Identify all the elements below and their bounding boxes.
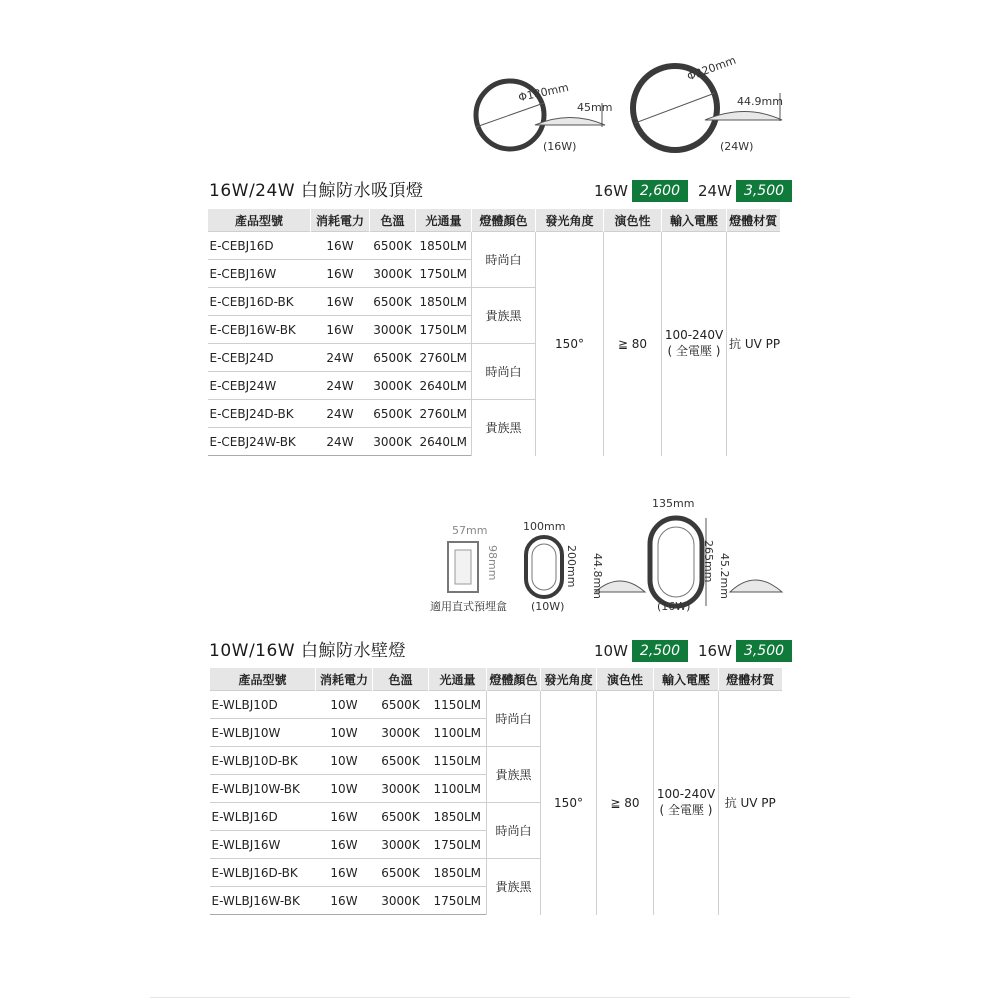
- voltage-range: 100-240V: [656, 787, 716, 802]
- ceiling-spec-table: [207, 209, 780, 456]
- model-cell: E-WLBJ10W-BK: [210, 775, 316, 803]
- wall-spec-table: [209, 668, 782, 915]
- price-label: 10W: [594, 642, 628, 660]
- dim-16w-depth: 45.2mm: [718, 553, 731, 599]
- price-tag: 2,500: [632, 640, 688, 662]
- material-cell: 抗 UV PP: [727, 232, 780, 456]
- column-header: 燈體顏色: [487, 668, 541, 691]
- model-cell: E-WLBJ16D: [210, 803, 316, 831]
- lumen-cell: 1750LM: [416, 316, 472, 344]
- caption-10w: (10W): [531, 600, 565, 613]
- column-header: 燈體材質: [719, 668, 782, 691]
- model-cell: E-WLBJ10D-BK: [210, 747, 316, 775]
- power-cell: 10W: [316, 747, 373, 775]
- voltage-note: ( 全電壓 ): [659, 803, 713, 818]
- cct-cell: 3000K: [370, 260, 416, 288]
- column-header: 輸入電壓: [654, 668, 719, 691]
- lumen-cell: 1750LM: [416, 260, 472, 288]
- model-cell: E-WLBJ16W-BK: [210, 887, 316, 915]
- color-cell: 貴族黑: [472, 288, 536, 344]
- power-cell: 24W: [311, 428, 370, 456]
- lumen-cell: 2640LM: [416, 372, 472, 400]
- caption-junction-box: 適用直式預埋盒: [430, 600, 507, 613]
- model-cell: E-CEBJ24W: [208, 372, 311, 400]
- model-cell: E-CEBJ24W-BK: [208, 428, 311, 456]
- dim-24w-height: 44.9mm: [737, 95, 783, 108]
- cct-cell: 6500K: [373, 859, 429, 887]
- lumen-cell: 1150LM: [429, 691, 487, 719]
- price-tag: 3,500: [736, 640, 792, 662]
- dim-16w-width: 135mm: [652, 497, 695, 510]
- cct-cell: 3000K: [370, 316, 416, 344]
- dim-10w-height: 200mm: [565, 545, 578, 588]
- color-cell: 貴族黑: [472, 400, 536, 456]
- voltage-note: ( 全電壓 ): [667, 344, 721, 359]
- color-cell: 貴族黑: [487, 747, 541, 803]
- lumen-cell: 1850LM: [429, 859, 487, 887]
- table-header-row: [208, 209, 780, 232]
- color-cell: 時尚白: [487, 691, 541, 747]
- caption-16w: (16W): [543, 140, 577, 153]
- angle-cell: 150°: [536, 232, 604, 456]
- model-cell: E-WLBJ10D: [210, 691, 316, 719]
- power-cell: 24W: [311, 400, 370, 428]
- section2-title: 10W/16W 白鯨防水壁燈: [209, 641, 407, 661]
- lumen-cell: 2760LM: [416, 400, 472, 428]
- power-cell: 24W: [311, 372, 370, 400]
- wall-10w-shape: [526, 537, 562, 597]
- section1-title: 16W/24W 白鯨防水吸頂燈: [209, 181, 424, 201]
- voltage-range: 100-240V: [664, 328, 724, 343]
- table-row: [208, 232, 780, 260]
- power-cell: 16W: [311, 288, 370, 316]
- column-header: 色溫: [373, 668, 429, 691]
- power-cell: 16W: [311, 232, 370, 260]
- price-label: 16W: [698, 642, 732, 660]
- cri-cell: ≧ 80: [597, 691, 654, 915]
- power-cell: 10W: [316, 719, 373, 747]
- table-header-row: [210, 668, 782, 691]
- lumen-cell: 1850LM: [416, 288, 472, 316]
- model-cell: E-CEBJ24D: [208, 344, 311, 372]
- lumen-cell: 1150LM: [429, 747, 487, 775]
- cct-cell: 6500K: [373, 691, 429, 719]
- page-bottom-rule: [150, 997, 850, 998]
- column-header: 演色性: [597, 668, 654, 691]
- color-cell: 時尚白: [472, 232, 536, 288]
- column-header: 發光角度: [536, 209, 604, 232]
- dim-10w-width: 100mm: [523, 520, 566, 533]
- section1-prices: [594, 180, 792, 202]
- lumen-cell: 2640LM: [416, 428, 472, 456]
- cct-cell: 3000K: [373, 831, 429, 859]
- dim-box-width: 57mm: [452, 524, 488, 537]
- section2-prices: [594, 640, 792, 662]
- angle-cell: 150°: [541, 691, 597, 915]
- power-cell: 16W: [311, 260, 370, 288]
- lumen-cell: 1750LM: [429, 887, 487, 915]
- material-cell: 抗 UV PP: [719, 691, 782, 915]
- price-tag: 2,600: [632, 180, 688, 202]
- cri-cell: ≧ 80: [604, 232, 662, 456]
- column-header: 發光角度: [541, 668, 597, 691]
- column-header: 色溫: [370, 209, 416, 232]
- power-cell: 16W: [316, 887, 373, 915]
- lumen-cell: 1750LM: [429, 831, 487, 859]
- cct-cell: 3000K: [373, 887, 429, 915]
- column-header: 產品型號: [210, 668, 316, 691]
- column-header: 光通量: [416, 209, 472, 232]
- column-header: 光通量: [429, 668, 487, 691]
- power-cell: 16W: [316, 803, 373, 831]
- power-cell: 10W: [316, 691, 373, 719]
- dim-24w-diameter: Φ220mm: [685, 53, 738, 84]
- model-cell: E-CEBJ24D-BK: [208, 400, 311, 428]
- column-header: 演色性: [604, 209, 662, 232]
- model-cell: E-CEBJ16W: [208, 260, 311, 288]
- column-header: 燈體顏色: [472, 209, 536, 232]
- cct-cell: 3000K: [370, 372, 416, 400]
- lumen-cell: 1850LM: [429, 803, 487, 831]
- cct-cell: 6500K: [370, 400, 416, 428]
- price-label: 16W: [594, 182, 628, 200]
- cct-cell: 6500K: [370, 344, 416, 372]
- cct-cell: 6500K: [370, 288, 416, 316]
- column-header: 輸入電壓: [662, 209, 727, 232]
- voltage-cell: [662, 232, 727, 456]
- price-label: 24W: [698, 182, 732, 200]
- caption-24w: (24W): [720, 140, 754, 153]
- cct-cell: 6500K: [373, 803, 429, 831]
- cct-cell: 6500K: [370, 232, 416, 260]
- price-tag: 3,500: [736, 180, 792, 202]
- model-cell: E-CEBJ16D: [208, 232, 311, 260]
- table-row: [210, 691, 782, 719]
- caption-16w-wall: (16W): [657, 600, 691, 613]
- power-cell: 16W: [316, 859, 373, 887]
- cct-cell: 6500K: [373, 747, 429, 775]
- power-cell: 10W: [316, 775, 373, 803]
- dim-10w-depth: 44.8mm: [591, 553, 604, 599]
- lumen-cell: 1100LM: [429, 775, 487, 803]
- model-cell: E-CEBJ16W-BK: [208, 316, 311, 344]
- dim-16w-diameter: Φ180mm: [517, 80, 570, 105]
- column-header: 產品型號: [208, 209, 311, 232]
- model-cell: E-WLBJ10W: [210, 719, 316, 747]
- column-header: 消耗電力: [316, 668, 373, 691]
- model-cell: E-WLBJ16W: [210, 831, 316, 859]
- column-header: 燈體材質: [727, 209, 780, 232]
- dim-16w-height: 265mm: [702, 540, 715, 583]
- cct-cell: 3000K: [373, 775, 429, 803]
- power-cell: 16W: [311, 316, 370, 344]
- dim-box-height: 98mm: [486, 545, 499, 581]
- power-cell: 16W: [316, 831, 373, 859]
- lumen-cell: 1100LM: [429, 719, 487, 747]
- column-header: 消耗電力: [311, 209, 370, 232]
- color-cell: 時尚白: [472, 344, 536, 400]
- dim-16w-height: 45mm: [577, 101, 613, 114]
- model-cell: E-WLBJ16D-BK: [210, 859, 316, 887]
- cct-cell: 3000K: [373, 719, 429, 747]
- model-cell: E-CEBJ16D-BK: [208, 288, 311, 316]
- voltage-cell: [654, 691, 719, 915]
- color-cell: 時尚白: [487, 803, 541, 859]
- color-cell: 貴族黑: [487, 859, 541, 915]
- cct-cell: 3000K: [370, 428, 416, 456]
- lumen-cell: 2760LM: [416, 344, 472, 372]
- lumen-cell: 1850LM: [416, 232, 472, 260]
- power-cell: 24W: [311, 344, 370, 372]
